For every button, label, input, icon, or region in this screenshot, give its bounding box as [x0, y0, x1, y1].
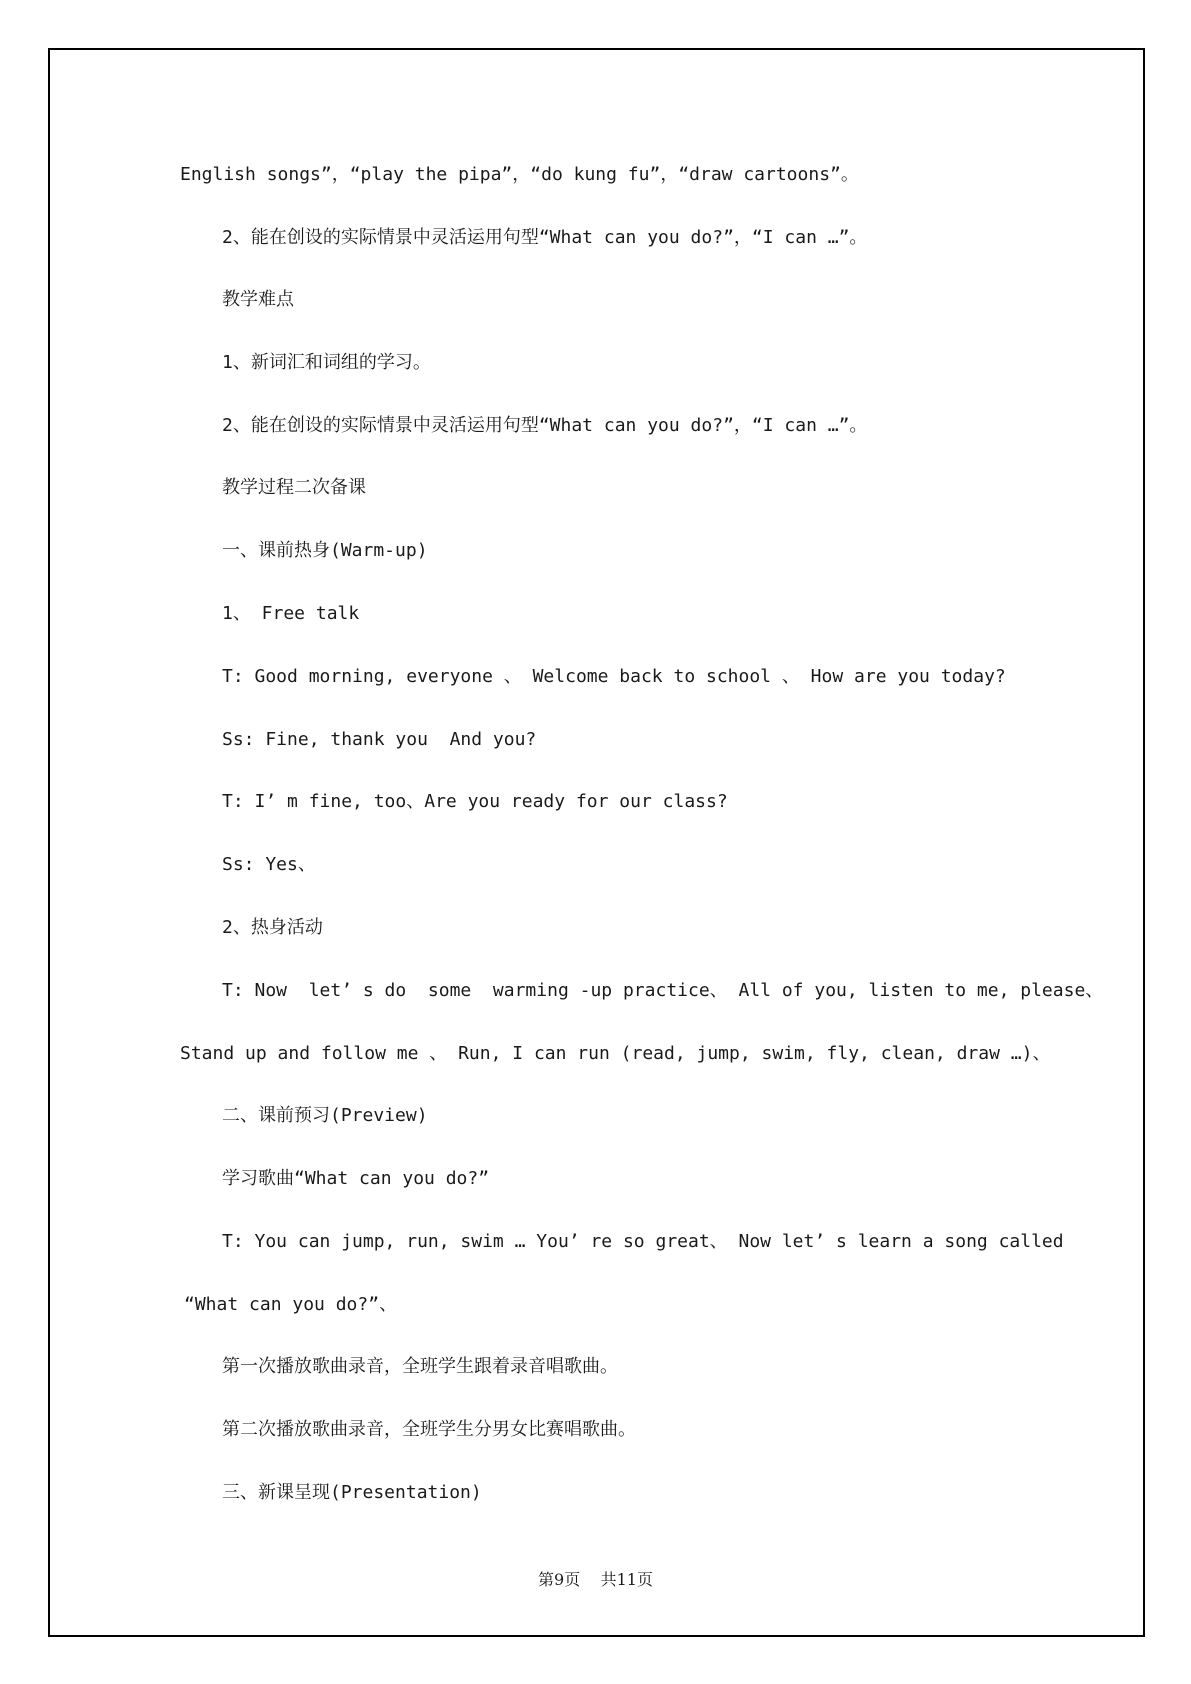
text-line-9: T: Good morning, everyone 、 Welcome back to school 、 How are you today?	[222, 666, 1006, 687]
text-line-21: 第二次播放歌曲录音，全班学生分男女比赛唱歌曲。	[222, 1419, 636, 1440]
text-line-1: English songs”，“play the pipa”，“do kung fu”，“draw cartoons”。	[180, 164, 859, 185]
page-footer	[0, 1569, 1191, 1591]
text-line-4: 1、新词汇和词组的学习。	[222, 352, 431, 373]
text-line-19: “What can you do?”、	[184, 1294, 398, 1315]
text-line-15: Stand up and follow me 、 Run, I can run (read, jump, swim, fly, clean, draw …)、	[180, 1043, 1051, 1064]
text-line-2: 2、能在创设的实际情景中灵活运用句型“What can you do?”，“I can …”。	[222, 227, 868, 248]
heading-teaching-process: 教学过程二次备课	[222, 477, 366, 498]
text-line-11: T: I’ m fine, too、Are you ready for our class?	[222, 791, 728, 812]
text-line-18: T: You can jump, run, swim … You’ re so great、 Now let’ s learn a song called	[222, 1231, 1064, 1252]
text-line-13: 2、热身活动	[222, 917, 323, 938]
page-border	[48, 48, 1145, 1637]
text-line-5: 2、能在创设的实际情景中灵活运用句型“What can you do?”，“I can …”。	[222, 415, 868, 436]
heading-teaching-difficulties: 教学难点	[222, 289, 294, 310]
heading-preview: 二、课前预习(Preview)	[222, 1105, 428, 1126]
heading-warm-up: 一、课前热身(Warm-up)	[222, 540, 428, 561]
page-total: 共11页	[600, 1570, 653, 1589]
text-line-17: 学习歌曲“What can you do?”	[222, 1168, 490, 1189]
text-line-10: Ss: Fine, thank you And you?	[222, 729, 537, 750]
heading-presentation: 三、新课呈现(Presentation)	[222, 1482, 482, 1503]
page-number: 第9页	[538, 1570, 581, 1589]
text-line-14: T: Now let’ s do some warming -up practice、 All of you, listen to me, please、	[222, 980, 1104, 1001]
text-line-20: 第一次播放歌曲录音，全班学生跟着录音唱歌曲。	[222, 1356, 618, 1377]
text-line-8: 1、 Free talk	[222, 603, 360, 624]
text-line-12: Ss: Yes、	[222, 854, 316, 875]
